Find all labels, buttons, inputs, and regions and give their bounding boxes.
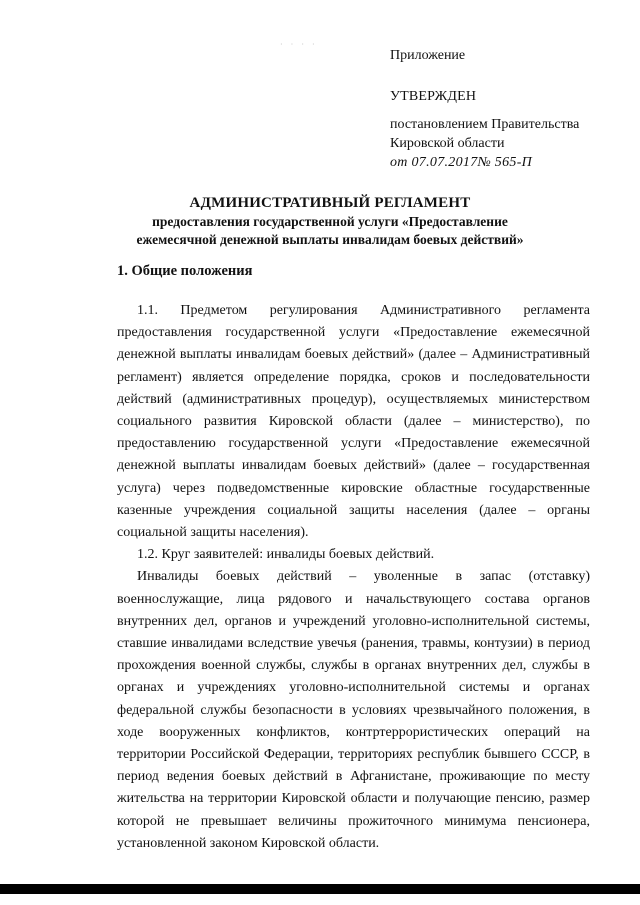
scan-artifact: · · · · — [280, 40, 318, 49]
title-main: АДМИНИСТРАТИВНЫЙ РЕГЛАМЕНТ — [189, 195, 471, 211]
scan-border-bar — [0, 884, 640, 894]
paragraph-1-2: 1.2. Круг заявителей: инвалиды боевых действий. — [137, 547, 435, 563]
title-subtitle-line-1: предоставления государственной услуги «Предоставление — [152, 214, 508, 229]
resolution-line-1: постановлением Правительства — [390, 117, 580, 132]
approved-label: УТВЕРЖДЕН — [390, 89, 477, 104]
approval-block — [390, 46, 630, 172]
paragraph-applicants: Инвалиды боевых действий – уволенные в запас (отставку) военнослужащие, лица рядового и начальствующего состава органов внутренних дел, органов и учреждений уголовно-исполнительной системы, ставшие инвалидами вследствие увечья (ранения, травмы, контузии) в период прохождения военной службы, службы в органах внутренних дел, службы в органах и учреждениях уголовно-исполнительной системы и органах федеральной службы безопасности в условиях чрезвычайного положения, в ходе вооруженных конфликтов, контртеррористических операций на территории Российской Федерации, территориях республик бывшего СССР, в период ведения боевых действий в Афганистане, проживающие по месту жительства на территории Кировской области и получающие пенсию, размер которой не превышает величины прожиточного минимума пенсионера, установленной законом Кировской области. — [117, 569, 590, 851]
title-subtitle-line-2: ежемесячной денежной выплаты инвалидам боевых действий» — [136, 232, 524, 247]
resolution-date-number: от 07.07.2017№ 565-П — [390, 155, 533, 170]
resolution-line-2: Кировской области — [390, 136, 505, 151]
paragraph-1-1: 1.1. Предметом регулирования Административного регламента предоставления государственной услуги «Предоставление ежемесячной денежной выплаты инвалидам боевых действий» (далее – Административный регламент) является определение порядка, сроков и последовательности действий (административных процедур), осуществляемых министерством социального развития Кировской области (далее – министерство), по предоставлению государственной услуги «Предоставление ежемесячной денежной выплаты инвалидам боевых действий» (далее – государственная услуга) через подведомственные кировские областные государственные казенные учреждения социальной защиты населения (далее – органы социальной защиты населения). — [117, 303, 590, 541]
section-heading: 1. Общие положения — [117, 263, 253, 279]
document-title — [110, 193, 550, 249]
appendix-label: Приложение — [390, 48, 466, 63]
section-body — [117, 300, 590, 855]
